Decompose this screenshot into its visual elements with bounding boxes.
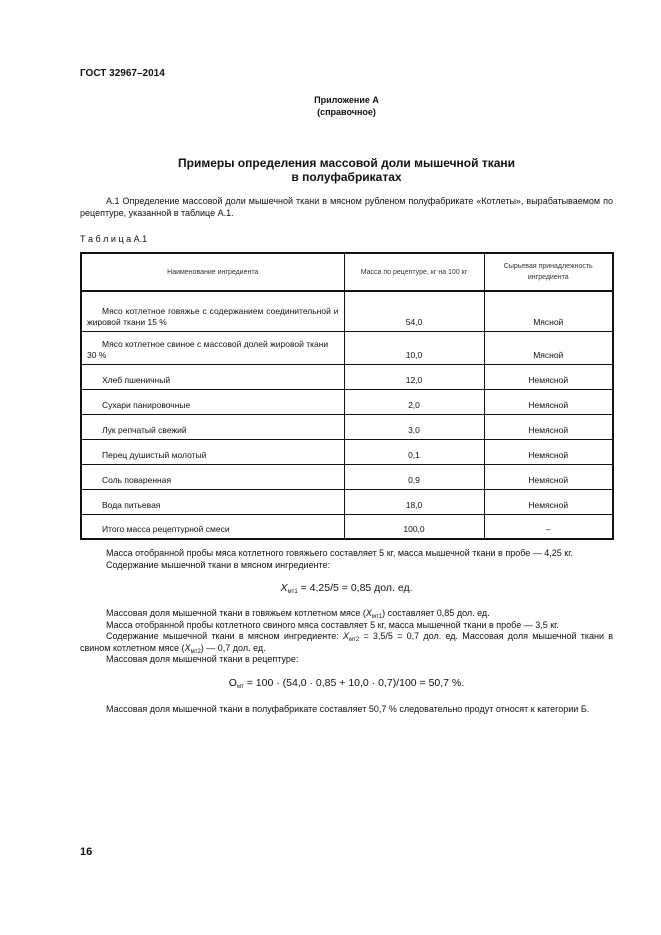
section-heading [80,156,613,184]
formula-variable: X [280,582,288,594]
paragraph-conclusion: Массовая доля мышечной ткани в полуфабрикате составляет 50,7 % следовательно продут относят к категории Б. [106,703,590,714]
ingredient-mass: 54,0 [344,291,484,331]
table-row [81,414,613,439]
ingredient-name: Мясо котлетное свиное с массовой долей жировой ткани 30 % [81,331,344,364]
paragraph-content-label: Содержание мышечной ткани в мясном ингредиенте: [106,559,331,570]
ingredient-category: Немясной [484,389,613,414]
formula-variable: X [184,642,191,653]
ingredient-category: Немясной [484,414,613,439]
ingredient-mass: 18,0 [344,489,484,514]
text: Содержание мышечной ткани в мясном ингредиенте: [106,631,343,641]
ingredient-name: Соль поваренная [81,464,344,489]
header-category: Сырьевая принадлежность ингредиента [484,253,613,291]
table-total-row [81,514,613,539]
formula-subscript: мт2 [348,637,360,643]
ingredient-name: Вода питьевая [81,489,344,514]
ingredients-table [80,252,614,540]
text: ) — 0,7 дол. ед. [200,642,266,653]
text: = 3,5/5 = 0,7 дол. ед. Массовая доля мышечной ткани в свином котлетном мясе ( [80,631,613,653]
formula-variable: X [365,608,372,618]
formula-variable: X [342,631,349,641]
text: ) составляет 0,85 дол. ед. [382,608,490,618]
ingredient-mass: 10,0 [344,331,484,364]
formula-omt [80,677,613,690]
formula-variable: О [228,676,237,689]
ingredient-name: Мясо котлетное говяжье с содержанием соединительной и жировой ткани 15 % [81,291,344,331]
formula-expression: = 100 · (54,0 · 0,85 + 10,0 · 0,7)/100 = 50,7 %. [243,676,465,689]
ingredient-mass: 2,0 [344,389,484,414]
document-id: ГОСТ 32967–2014 [80,68,165,79]
paragraph-pork-content [80,631,613,654]
ingredient-name: Итого масса рецептурной смеси [81,514,344,539]
table-row [81,364,613,389]
appendix-block [80,94,613,118]
ingredient-category: – [484,514,613,539]
header-ingredient: Наименование ингредиента [81,253,344,291]
calculation-section [80,548,613,715]
ingredient-name: Лук репчатый свежий [81,414,344,439]
ingredient-category: Мясной [484,331,613,364]
table-row [81,489,613,514]
ingredient-category: Немясной [484,489,613,514]
header-mass: Масса по рецептуре, кг на 100 кг [344,253,484,291]
ingredient-name: Хлеб пшеничный [81,364,344,389]
appendix-title: Приложение А [314,95,379,105]
formula-xmt1 [80,582,613,595]
table-row [81,331,613,364]
paragraph-pork-sample: Масса отобранной пробы котлетного свиного мяса составляет 5 кг, масса мышечной ткани в пробе — 3,5 кг. [106,619,559,630]
page-number: 16 [80,846,93,858]
formula-subscript: мт [236,683,244,690]
section-heading-line2: в полуфабрикатах [291,170,402,184]
text: Массовая доля мышечной ткани в говяжьем котлетном мясе ( [106,608,366,618]
ingredient-name: Сухари панировочные [81,389,344,414]
ingredient-mass: 0,1 [344,439,484,464]
table-row [81,439,613,464]
table-row [81,291,613,331]
formula-subscript: мт1 [371,614,383,620]
ingredient-category: Немясной [484,439,613,464]
ingredient-mass: 0,9 [344,464,484,489]
ingredient-mass: 100,0 [344,514,484,539]
paragraph-recipe-label: Массовая доля мышечной ткани в рецептуре: [106,654,299,664]
table-row [81,464,613,489]
ingredient-category: Мясной [484,291,613,331]
intro-paragraph: А.1 Определение массовой доли мышечной ткани в мясном рубленом полуфабрикате «Котлеты», вырабатываемом по рецептуре, указанной в таблице А.1. [80,196,613,218]
ingredient-mass: 3,0 [344,414,484,439]
table-header-row [81,253,613,291]
section-heading-line1: Примеры определения массовой доли мышечной ткани [177,156,516,170]
ingredient-name: Перец душистый молотый [81,439,344,464]
formula-subscript: мт2 [190,648,201,655]
table-row [81,389,613,414]
ingredient-category: Немясной [484,464,613,489]
paragraph-beef-sample: Масса отобранной пробы мяса котлетного говяжьего составляет 5 кг, масса мышечной ткани в пробе — 4,25 кг. [106,548,573,558]
formula-expression: = 4,25/5 = 0,85 дол. ед. [297,582,413,594]
ingredient-mass: 12,0 [344,364,484,389]
paragraph-beef-fraction [80,608,613,620]
formula-subscript: мт1 [287,589,298,595]
appendix-subtitle: (справочное) [317,107,376,117]
ingredient-category: Немясной [484,364,613,389]
table-caption: Т а б л и ц а А.1 [80,234,148,244]
